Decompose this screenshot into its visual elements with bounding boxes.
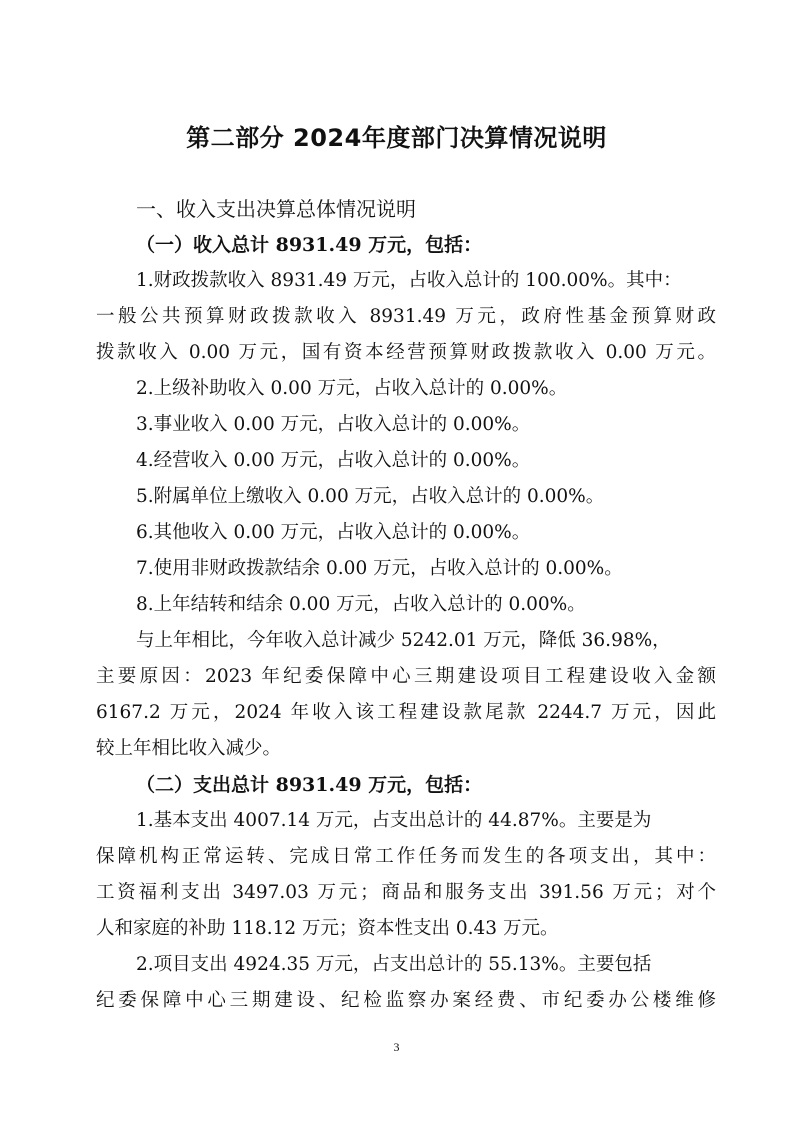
income-comparison-line-4: 较上年相比收入减少。 — [96, 738, 282, 759]
page-number: 3 — [393, 1040, 400, 1054]
income-item-8: 8.上年结转和结余 0.00 万元，占收入总计的 0.00%。 — [136, 594, 586, 615]
income-comparison-line-2: 主要原因：2023 年纪委保障中心三期建设项目工程建设收入金额 — [96, 666, 716, 687]
income-comparison-line-1: 与上年相比，今年收入总计减少 5242.01 万元，降低 36.98%， — [136, 630, 671, 651]
income-item-1-line-1: 1.财政拨款收入 8931.49 万元，占收入总计的 100.00%。其中： — [136, 270, 682, 291]
page-title: 第二部分 2024年度部门决算情况说明 — [186, 124, 607, 152]
income-item-7: 7.使用非财政拨款结余 0.00 万元，占收入总计的 0.00%。 — [136, 558, 623, 579]
expense-item-2-line-2: 纪委保障中心三期建设、纪检监察办案经费、市纪委办公楼维修 — [96, 990, 716, 1011]
expense-item-1-line-1: 1.基本支出 4007.14 万元，占支出总计的 44.87%。主要是为 — [136, 810, 652, 831]
income-item-6: 6.其他收入 0.00 万元，占收入总计的 0.00%。 — [136, 522, 531, 543]
expense-item-1-line-3: 工资福利支出 3497.03 万元；商品和服务支出 391.56 万元；对个 — [96, 882, 716, 903]
income-item-3: 3.事业收入 0.00 万元，占收入总计的 0.00%。 — [136, 414, 531, 435]
expense-item-1-line-4: 人和家庭的补助 118.12 万元；资本性支出 0.43 万元。 — [96, 918, 559, 939]
section-heading: 一、收入支出决算总体情况说明 — [136, 197, 416, 221]
expense-heading: （二）支出总计 8931.49 万元，包括： — [136, 774, 483, 796]
expense-item-2-line-1: 2.项目支出 4924.35 万元，占支出总计的 55.13%。主要包括 — [136, 954, 652, 975]
income-heading: （一）收入总计 8931.49 万元，包括： — [136, 234, 483, 256]
income-item-5: 5.附属单位上缴收入 0.00 万元，占收入总计的 0.00%。 — [136, 486, 605, 507]
income-item-2: 2.上级补助收入 0.00 万元，占收入总计的 0.00%。 — [136, 378, 568, 399]
income-comparison-line-3: 6167.2 万元，2024 年收入该工程建设款尾款 2244.7 万元，因此 — [96, 702, 716, 723]
expense-item-1-line-2: 保障机构正常运转、完成日常工作任务而发生的各项支出，其中： — [96, 846, 716, 867]
income-item-1-line-2: 一般公共预算财政拨款收入 8931.49 万元，政府性基金预算财政 — [96, 306, 716, 327]
income-item-4: 4.经营收入 0.00 万元，占收入总计的 0.00%。 — [136, 450, 531, 471]
income-item-1-line-3: 拨款收入 0.00 万元，国有资本经营预算财政拨款收入 0.00 万元。 — [96, 342, 716, 363]
